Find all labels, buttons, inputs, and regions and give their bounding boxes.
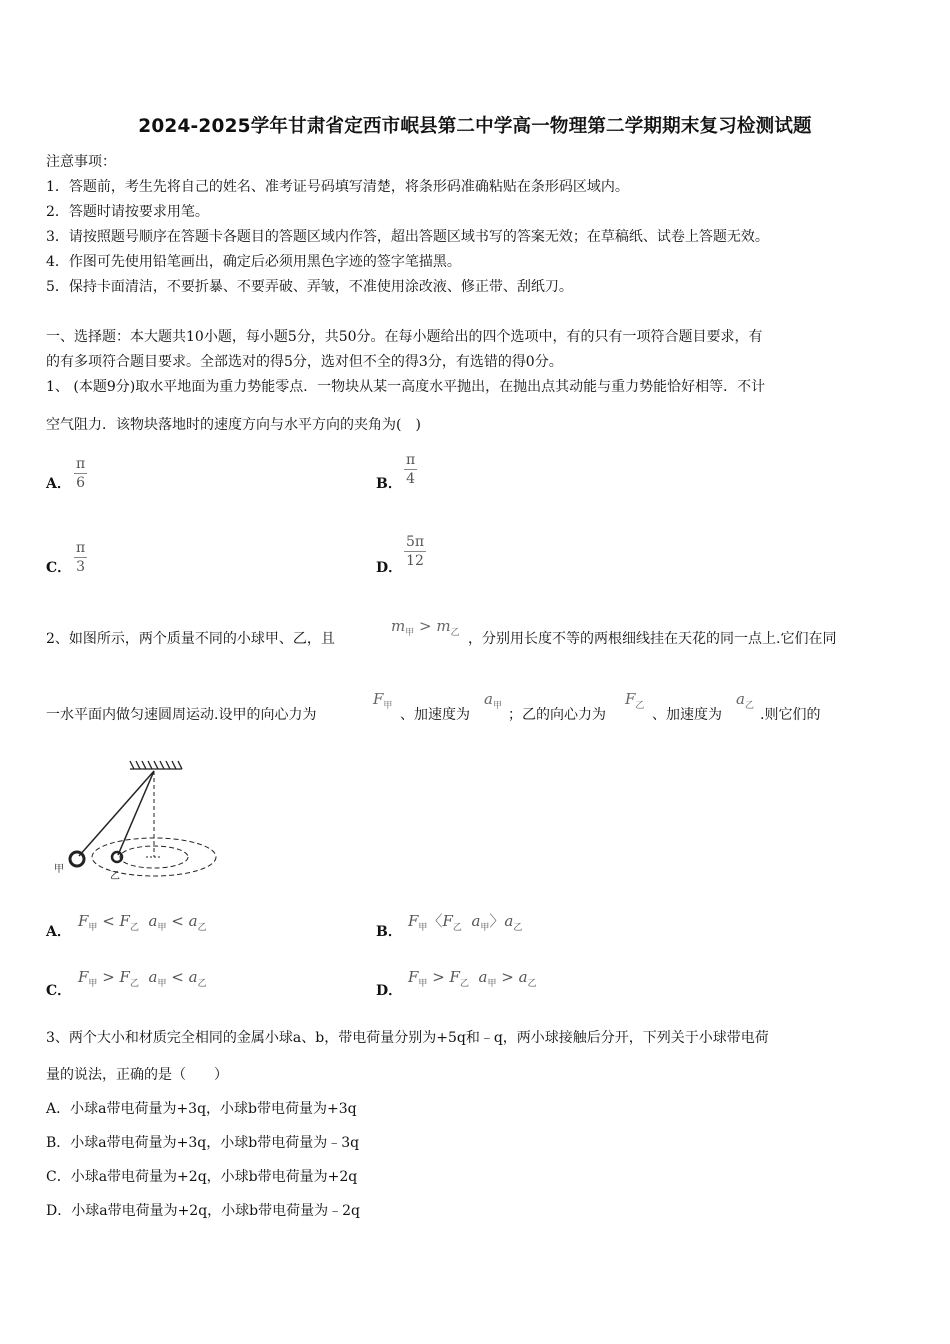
- q3-option-b[interactable]: B．小球a带电荷量为+3q，小球b带电荷量为﹣3q: [46, 1135, 360, 1151]
- q1-option-b-label[interactable]: B．: [376, 476, 402, 492]
- q2-stem-line2-d: 、加速度为: [652, 707, 722, 723]
- q2-stem-line2-e: .则它们的: [760, 707, 821, 723]
- q2-option-b-label[interactable]: B．: [376, 924, 402, 940]
- section-heading: 一、选择题：本大题共10小题，每小题5分，共50分。在每小题给出的四个选项中，有的只有一项符合题目要求，有: [46, 329, 763, 345]
- string-yi: [118, 771, 154, 855]
- ball-jia: [70, 852, 84, 866]
- q1-option-b-fraction: [404, 451, 417, 488]
- q2-option-d-expr: $F_甲 > F_乙$ $a_甲 > a_乙$: [408, 968, 537, 989]
- frac-denominator: 4: [406, 471, 416, 487]
- frac-denominator: 3: [76, 559, 86, 575]
- q3-option-a[interactable]: A．小球a带电荷量为+3q，小球b带电荷量为+3q: [46, 1101, 357, 1117]
- q2-option-a-label[interactable]: A．: [46, 924, 71, 940]
- frac-denominator: 6: [76, 475, 86, 491]
- q2-stem-line2-b: 、加速度为: [400, 707, 470, 723]
- notice-item: 5．保持卡面清洁，不要折暴、不要弄破、弄皱，不准使用涂改液、修正带、刮纸刀。: [46, 279, 573, 295]
- q1-option-a-label[interactable]: A．: [46, 476, 71, 492]
- q2-option-c-expr: $F_甲 > F_乙$ $a_甲 < a_乙$: [78, 968, 207, 989]
- q2-stem-line2-a: 一水平面内做匀速圆周运动.设甲的向心力为: [46, 707, 317, 723]
- q1-option-d-fraction: [404, 533, 426, 570]
- label-yi: 乙: [110, 871, 120, 882]
- q3-stem: 3、两个大小和材质完全相同的金属小球a、b，带电荷量分别为+5q和﹣q，两小球接触后分开，下列关于小球带电荷: [46, 1030, 769, 1046]
- q3-option-c[interactable]: C．小球a带电荷量为+2q，小球b带电荷量为+2q: [46, 1169, 358, 1185]
- notice-heading: 注意事项：: [46, 154, 116, 170]
- q1-stem-cont: 空气阻力．该物块落地时的速度方向与水平方向的夹角为( ): [46, 417, 421, 433]
- q2-accel-yi: $a_乙$: [736, 690, 754, 711]
- frac-numerator: 5π: [406, 534, 425, 550]
- q2-force-jia: $F_甲$: [373, 690, 393, 711]
- q3-stem-cont: 量的说法，正确的是（ ）: [46, 1067, 228, 1083]
- q1-stem: 1、 (本题9分)取水平地面为重力势能零点．一物块从某一高度水平抛出，在抛出点其动能与重力势能恰好相等．不计: [46, 379, 766, 395]
- string-jia: [79, 771, 154, 856]
- section-heading-cont: 的有多项符合题目要求。全部选对的得5分，选对但不全的得3分，有选错的得0分。: [46, 354, 563, 370]
- q2-force-yi: $F_乙$: [625, 690, 645, 711]
- q1-option-d-label[interactable]: D．: [376, 560, 403, 576]
- q2-stem-part2: ，分别用长度不等的两根细线挂在天花的同一点上.它们在同: [468, 631, 837, 647]
- q2-option-d-label[interactable]: D．: [376, 983, 403, 999]
- notice-item: 3．请按照题号顺序在答题卡各题目的答题区域内作答，超出答题区域书写的答案无效；在草稿纸、试卷上答题无效。: [46, 229, 769, 245]
- q2-mass-condition: $m_甲 > m_乙$: [391, 617, 460, 638]
- label-jia: 甲: [54, 864, 64, 875]
- q2-option-b-expr: $F_甲$〈$F_乙$ $a_甲$〉$a_乙$: [408, 912, 523, 933]
- q2-accel-jia: $a_甲$: [484, 690, 502, 711]
- notice-item: 2．答题时请按要求用笔。: [46, 204, 209, 220]
- q1-option-c-fraction: [74, 539, 87, 576]
- page-title: 2024-2025学年甘肃省定西市岷县第二中学高一物理第二学期期末复习检测试题: [138, 116, 812, 137]
- frac-denominator: 12: [406, 553, 424, 569]
- q3-option-d[interactable]: D．小球a带电荷量为+2q，小球b带电荷量为﹣2q: [46, 1203, 361, 1219]
- conical-pendulum-figure: [50, 755, 225, 885]
- q1-option-c-label[interactable]: C．: [46, 560, 72, 576]
- frac-numerator: π: [76, 456, 86, 472]
- q2-option-c-label[interactable]: C．: [46, 983, 72, 999]
- q2-stem-part1: 2、如图所示，两个质量不同的小球甲、乙，且: [46, 631, 335, 647]
- q2-option-a-expr: $F_甲 < F_乙$ $a_甲 < a_乙$: [78, 912, 207, 933]
- q2-stem-line2-c: ；乙的向心力为: [508, 707, 606, 723]
- notice-item: 4．作图可先使用铅笔画出，确定后必须用黑色字迹的签字笔描黑。: [46, 254, 461, 270]
- frac-numerator: π: [76, 540, 86, 556]
- frac-numerator: π: [406, 452, 416, 468]
- q1-option-a-fraction: [74, 455, 87, 492]
- notice-item: 1．答题前，考生先将自己的姓名、准考证号码填写清楚，将条形码准确粘贴在条形码区域内。: [46, 179, 629, 195]
